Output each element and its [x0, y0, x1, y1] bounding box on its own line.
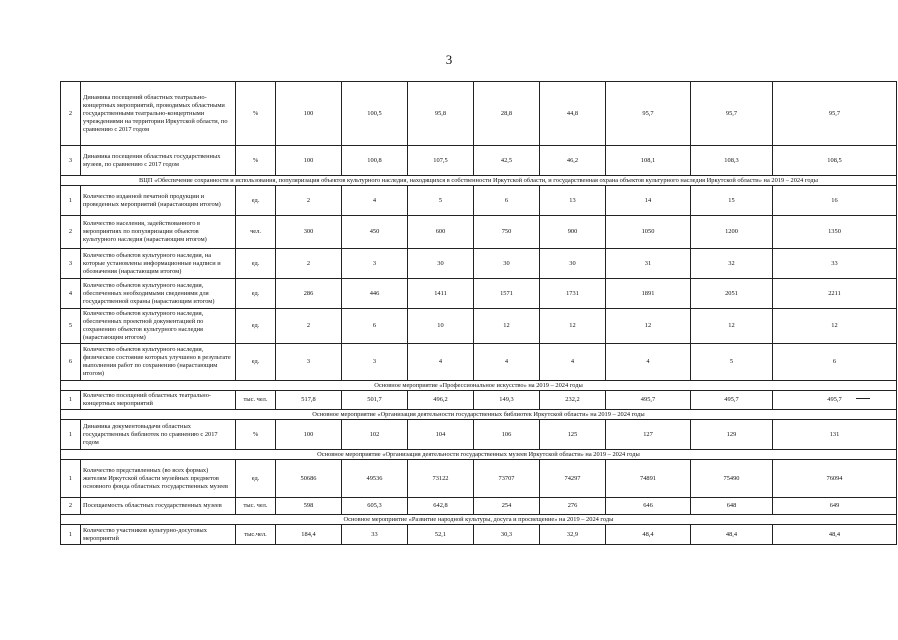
value-cell: 131	[773, 420, 897, 450]
value-cell: 100	[276, 82, 342, 146]
value-cell: 495,7	[606, 391, 691, 410]
unit: ед.	[236, 460, 276, 498]
unit: тыс.чел.	[236, 525, 276, 545]
value-cell: 4	[408, 344, 474, 381]
value-cell: 30,3	[474, 525, 540, 545]
value-cell: 149,3	[474, 391, 540, 410]
value-cell: 600	[408, 216, 474, 249]
value-cell: 32,9	[540, 525, 606, 545]
table-row	[61, 146, 897, 176]
unit: ед.	[236, 344, 276, 381]
section-row	[61, 515, 897, 525]
value-cell: 73122	[408, 460, 474, 498]
row-number: 1	[61, 420, 81, 450]
value-cell: 106	[474, 420, 540, 450]
value-cell: 30	[540, 249, 606, 279]
value-cell: 42,5	[474, 146, 540, 176]
section-title: ВЦП «Обеспечение сохранности и использования, популяризация объектов культурного наследия, находящихся в собственности Иркутской области, и государственная охрана объектов культурного наследия Иркутской области» на 2019 – 2024 годы	[61, 176, 897, 186]
value-cell: 104	[408, 420, 474, 450]
row-number: 4	[61, 279, 81, 309]
indicator-name: Динамика посещения областных государственных музеев, по сравнению с 2017 годом	[81, 146, 236, 176]
table-row	[61, 249, 897, 279]
value-cell: 4	[474, 344, 540, 381]
row-number: 3	[61, 146, 81, 176]
table-row	[61, 216, 897, 249]
value-cell: 3	[342, 344, 408, 381]
value-cell: 232,2	[540, 391, 606, 410]
value-cell: 3	[276, 344, 342, 381]
value-cell: 73707	[474, 460, 540, 498]
section-row	[61, 410, 897, 420]
value-cell: 446	[342, 279, 408, 309]
value-cell: 102	[342, 420, 408, 450]
section-title: Основное мероприятие «Организация деятельности государственных музеев Иркутской области» на 2019 – 2024 годы	[61, 450, 897, 460]
indicator-name: Количество населения, задействованного в мероприятиях по популяризации объектов культурного наследия (нарастающим итогом)	[81, 216, 236, 249]
value-cell: 648	[691, 498, 773, 515]
value-cell: 1891	[606, 279, 691, 309]
value-cell: 95,7	[606, 82, 691, 146]
row-number: 2	[61, 216, 81, 249]
table-row	[61, 391, 897, 410]
value-cell: 4	[342, 186, 408, 216]
indicator-name: Посещаемость областных государственных музеев	[81, 498, 236, 515]
section-row	[61, 450, 897, 460]
section-row	[61, 381, 897, 391]
indicator-name: Количество участников культурно-досуговых мероприятий	[81, 525, 236, 545]
indicator-name: Количество объектов культурного наследия, обеспеченных проектной документацией по сохранению объектов культурного наследия (нарастающим итогом)	[81, 309, 236, 344]
value-cell: 16	[773, 186, 897, 216]
indicator-name: Количество представленных (во всех формах) жителям Иркутской области музейных предметов основного фонда областных государственных музеев	[81, 460, 236, 498]
value-cell: 12	[773, 309, 897, 344]
unit: %	[236, 82, 276, 146]
value-cell: 450	[342, 216, 408, 249]
value-cell: 74297	[540, 460, 606, 498]
value-cell: 517,8	[276, 391, 342, 410]
value-cell: 2211	[773, 279, 897, 309]
value-cell: 50686	[276, 460, 342, 498]
value-cell: 5	[691, 344, 773, 381]
value-cell: 2	[276, 309, 342, 344]
value-cell: 100,8	[342, 146, 408, 176]
indicator-name: Динамика документовыдачи областных государственных библиотек по сравнению с 2017 годом	[81, 420, 236, 450]
value-cell: 129	[691, 420, 773, 450]
value-cell: 750	[474, 216, 540, 249]
section-title: Основное мероприятие «Профессиональное искусство» на 2019 – 2024 годы	[61, 381, 897, 391]
row-number: 6	[61, 344, 81, 381]
table-edge-line	[856, 398, 870, 399]
section-row	[61, 176, 897, 186]
value-cell: 605,3	[342, 498, 408, 515]
value-cell: 1050	[606, 216, 691, 249]
value-cell: 4	[606, 344, 691, 381]
row-number: 2	[61, 82, 81, 146]
value-cell: 12	[540, 309, 606, 344]
value-cell: 48,4	[773, 525, 897, 545]
value-cell: 127	[606, 420, 691, 450]
table-row	[61, 525, 897, 545]
value-cell: 46,2	[540, 146, 606, 176]
table-row	[61, 498, 897, 515]
table-row	[61, 279, 897, 309]
value-cell: 100,5	[342, 82, 408, 146]
value-cell: 900	[540, 216, 606, 249]
unit: чел.	[236, 216, 276, 249]
indicator-name: Количество посещений областных театрально-концертных мероприятий	[81, 391, 236, 410]
value-cell: 30	[474, 249, 540, 279]
value-cell: 74891	[606, 460, 691, 498]
value-cell: 76094	[773, 460, 897, 498]
value-cell: 184,4	[276, 525, 342, 545]
indicator-name: Количество изданной печатной продукции и проведенных мероприятий (нарастающим итогом)	[81, 186, 236, 216]
row-number: 3	[61, 249, 81, 279]
value-cell: 12	[606, 309, 691, 344]
section-title: Основное мероприятие «Организация деятельности государственных библиотек Иркутской области» на 2019 – 2024 годы	[61, 410, 897, 420]
value-cell: 646	[606, 498, 691, 515]
value-cell: 1200	[691, 216, 773, 249]
value-cell: 108,3	[691, 146, 773, 176]
value-cell: 2	[276, 249, 342, 279]
value-cell: 2	[276, 186, 342, 216]
row-number: 1	[61, 391, 81, 410]
value-cell: 31	[606, 249, 691, 279]
value-cell: 1411	[408, 279, 474, 309]
value-cell: 48,4	[606, 525, 691, 545]
value-cell: 496,2	[408, 391, 474, 410]
value-cell: 276	[540, 498, 606, 515]
row-number: 1	[61, 186, 81, 216]
unit: %	[236, 420, 276, 450]
value-cell: 300	[276, 216, 342, 249]
table-row	[61, 82, 897, 146]
value-cell: 12	[474, 309, 540, 344]
value-cell: 95,8	[408, 82, 474, 146]
value-cell: 14	[606, 186, 691, 216]
unit: ед.	[236, 186, 276, 216]
table-row	[61, 420, 897, 450]
page-number: 3	[445, 52, 453, 67]
value-cell: 5	[408, 186, 474, 216]
unit: тыс. чел.	[236, 498, 276, 515]
value-cell: 649	[773, 498, 897, 515]
value-cell: 108,5	[773, 146, 897, 176]
value-cell: 6	[773, 344, 897, 381]
row-number: 5	[61, 309, 81, 344]
unit: ед.	[236, 309, 276, 344]
unit: ед.	[236, 279, 276, 309]
value-cell: 28,8	[474, 82, 540, 146]
section-title: Основное мероприятие «Развитие народной культуры, досуга и просвещение» на 2019 – 2024 годы	[61, 515, 897, 525]
unit: %	[236, 146, 276, 176]
unit: ед.	[236, 249, 276, 279]
value-cell: 3	[342, 249, 408, 279]
value-cell: 100	[276, 420, 342, 450]
value-cell: 33	[773, 249, 897, 279]
value-cell: 33	[342, 525, 408, 545]
table-row	[61, 186, 897, 216]
value-cell: 30	[408, 249, 474, 279]
value-cell: 44,8	[540, 82, 606, 146]
value-cell: 501,7	[342, 391, 408, 410]
value-cell: 95,7	[773, 82, 897, 146]
value-cell: 75490	[691, 460, 773, 498]
value-cell: 32	[691, 249, 773, 279]
indicator-name: Количество объектов культурного наследия, на которые установлены информационные надписи и обозначения (нарастающим итогом)	[81, 249, 236, 279]
value-cell: 48,4	[691, 525, 773, 545]
value-cell: 6	[342, 309, 408, 344]
value-cell: 10	[408, 309, 474, 344]
value-cell: 4	[540, 344, 606, 381]
value-cell: 95,7	[691, 82, 773, 146]
value-cell: 13	[540, 186, 606, 216]
value-cell: 495,7	[773, 391, 897, 410]
value-cell: 254	[474, 498, 540, 515]
value-cell: 495,7	[691, 391, 773, 410]
indicator-name: Количество объектов культурного наследия, физическое состояние которых улучшено в результате выполнения работ по сохранению (нарастающим итогом)	[81, 344, 236, 381]
unit: тыс. чел.	[236, 391, 276, 410]
row-number: 1	[61, 460, 81, 498]
value-cell: 125	[540, 420, 606, 450]
value-cell: 49536	[342, 460, 408, 498]
row-number: 2	[61, 498, 81, 515]
indicator-name: Динамика посещений областных театрально-концертных мероприятий, проводимых областными государственными театрально-концертными учреждениями на территории Иркутской области, по сравнению с 2017 годом	[81, 82, 236, 146]
value-cell: 1571	[474, 279, 540, 309]
value-cell: 12	[691, 309, 773, 344]
value-cell: 642,8	[408, 498, 474, 515]
value-cell: 598	[276, 498, 342, 515]
value-cell: 6	[474, 186, 540, 216]
row-number: 1	[61, 525, 81, 545]
value-cell: 15	[691, 186, 773, 216]
table-row	[61, 344, 897, 381]
table-row	[61, 460, 897, 498]
value-cell: 1350	[773, 216, 897, 249]
value-cell: 107,5	[408, 146, 474, 176]
value-cell: 100	[276, 146, 342, 176]
value-cell: 1731	[540, 279, 606, 309]
value-cell: 2051	[691, 279, 773, 309]
indicators-table	[60, 81, 897, 545]
value-cell: 286	[276, 279, 342, 309]
indicator-name: Количество объектов культурного наследия, обеспеченных необходимыми сведениями для государственной охраны (нарастающим итогом)	[81, 279, 236, 309]
value-cell: 108,1	[606, 146, 691, 176]
table-row	[61, 309, 897, 344]
value-cell: 52,1	[408, 525, 474, 545]
